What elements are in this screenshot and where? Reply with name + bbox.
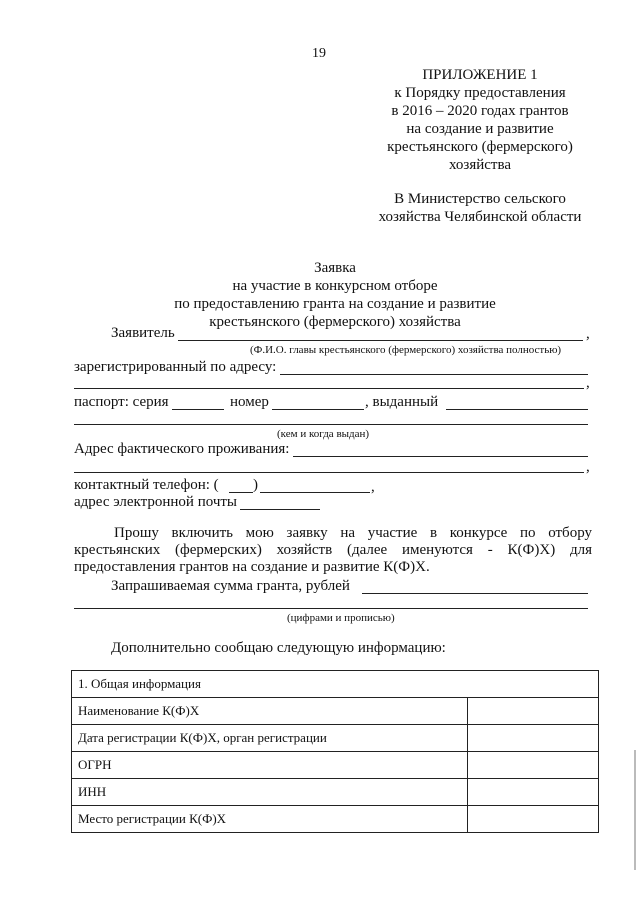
passport-issued-field[interactable]	[446, 409, 588, 410]
table-value-cell[interactable]	[468, 698, 599, 725]
amount-field[interactable]	[362, 593, 588, 594]
table-row	[72, 779, 599, 806]
table-value-cell[interactable]	[468, 725, 599, 752]
comma: ,	[586, 459, 590, 475]
amount-hint: (цифрами и прописью)	[287, 612, 395, 624]
phone-number-field[interactable]	[260, 492, 370, 493]
addressee-line: хозяйства Челябинской области	[378, 209, 582, 225]
registered-address-label: зарегистрированный по адресу:	[74, 359, 277, 375]
form-title-heading: Заявка	[314, 260, 356, 276]
registered-address-field-2[interactable]	[74, 388, 584, 389]
passport-series-label: паспорт: серия	[74, 394, 169, 410]
table-row	[72, 752, 599, 779]
appendix-line: в 2016 – 2020 годах грантов	[391, 103, 569, 119]
table-value-cell[interactable]	[468, 752, 599, 779]
phone-paren: )	[253, 477, 258, 493]
amount-field-2[interactable]	[74, 608, 588, 609]
appendix-header	[370, 66, 590, 174]
form-title-line: крестьянского (фермерского) хозяйства	[209, 314, 461, 330]
appendix-line: на создание и развитие	[406, 121, 554, 137]
actual-address-field[interactable]	[293, 456, 588, 457]
comma: ,	[371, 479, 375, 495]
addressee	[360, 190, 600, 226]
passport-issued-label: , выданный	[365, 394, 439, 410]
appendix-line: хозяйства	[448, 157, 512, 173]
applicant-label: Заявитель	[111, 325, 175, 341]
table-row-label: Наименование К(Ф)Х	[72, 698, 468, 725]
appendix-title: ПРИЛОЖЕНИЕ 1	[422, 67, 538, 83]
registered-address-field[interactable]	[280, 374, 588, 375]
actual-address-label: Адрес фактического проживания:	[74, 441, 290, 457]
table-row	[72, 806, 599, 833]
form-title	[120, 259, 550, 331]
table-row	[72, 698, 599, 725]
comma: ,	[586, 375, 590, 391]
additional-info: Дополнительно сообщаю следующую информацию:	[111, 640, 446, 656]
email-label: адрес электронной почты	[74, 494, 238, 510]
email-field[interactable]	[240, 509, 320, 510]
passport-series-field[interactable]	[172, 409, 224, 410]
passport-number-field[interactable]	[272, 409, 364, 410]
addressee-line: В Министерство сельского	[394, 191, 566, 207]
appendix-line: крестьянского (фермерского)	[387, 139, 573, 155]
amount-label: Запрашиваемая сумма гранта, рублей	[111, 578, 350, 594]
actual-address-field-2[interactable]	[74, 472, 584, 473]
scan-edge-shadow	[634, 750, 636, 870]
form-title-line: на участие в конкурсном отборе	[232, 278, 438, 294]
phone-label: контактный телефон: (	[74, 477, 219, 493]
passport-issued-field-2[interactable]	[74, 424, 588, 425]
applicant-field[interactable]	[178, 340, 583, 341]
table-row	[72, 725, 599, 752]
table-row-label: ОГРН	[72, 752, 468, 779]
table-section-title: 1. Общая информация	[72, 671, 599, 698]
form-title-line: по предоставлению гранта на создание и развитие	[174, 296, 496, 312]
passport-number-label: номер	[230, 394, 269, 410]
phone-code-field[interactable]	[229, 492, 253, 493]
table-value-cell[interactable]	[468, 779, 599, 806]
page-number: 19	[312, 46, 326, 61]
table-row-label: Место регистрации К(Ф)Х	[72, 806, 468, 833]
table-row-label: Дата регистрации К(Ф)Х, орган регистрации	[72, 725, 468, 752]
table-value-cell[interactable]	[468, 806, 599, 833]
request-paragraph: Прошу включить мою заявку на участие в конкурсе по отбору крестьянских (фермерских) хозяйств (далее именуются - К(Ф)Х) для предоставления грантов на создание и развитие К(Ф)Х.	[74, 525, 592, 575]
issued-hint: (кем и когда выдан)	[277, 428, 370, 440]
table-row-label: ИНН	[72, 779, 468, 806]
appendix-line: к Порядку предоставления	[394, 85, 566, 101]
comma: ,	[586, 326, 590, 342]
general-info-table	[71, 670, 599, 833]
applicant-hint: (Ф.И.О. главы крестьянского (фермерского) хозяйства полностью)	[250, 344, 562, 356]
table-section-row	[72, 671, 599, 698]
